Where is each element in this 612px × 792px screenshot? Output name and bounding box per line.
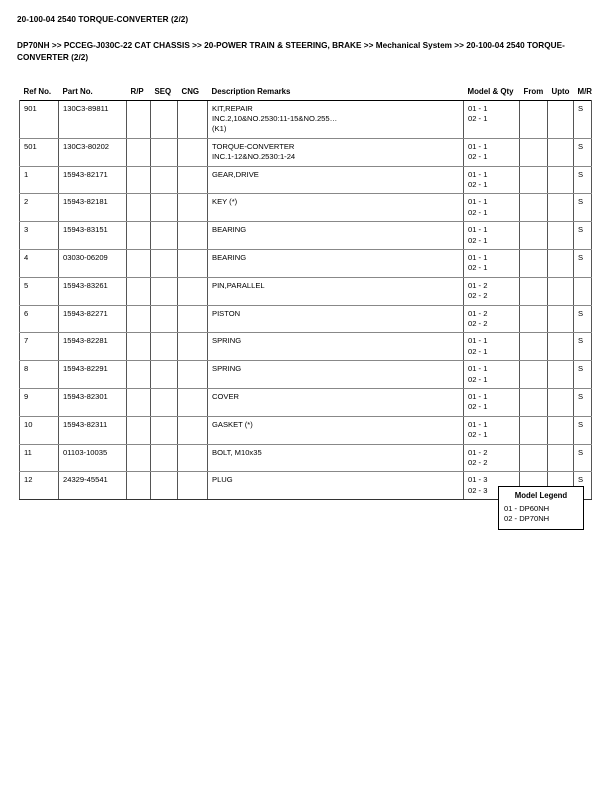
- cell-line: 02 - 1: [468, 113, 488, 123]
- parts-table-container: [19, 84, 591, 500]
- cell-cng: [178, 222, 208, 250]
- cell-ref-no: 4: [20, 249, 59, 277]
- column-header-from: From: [523, 86, 544, 96]
- cell-seq: [151, 361, 178, 389]
- cell-line: 01 - 1: [468, 336, 488, 346]
- cell-from: [520, 333, 548, 361]
- cell-cng: [178, 305, 208, 333]
- cell-line: 02 - 1: [468, 402, 488, 412]
- cell-model-qty: [464, 138, 520, 166]
- table-row: [20, 277, 592, 305]
- cell-upto: [548, 277, 574, 305]
- breadcrumb: DP70NH >> PCCEG-J030C-22 CAT CHASSIS >> 20-POWER TRAIN & STEERING, BRAKE >> Mechanical System >> 20-100-04 2540 TORQUE-CONVERTER (2/2): [17, 41, 565, 62]
- cell-ref-no: 2: [20, 194, 59, 222]
- cell-model-qty: [464, 444, 520, 472]
- cell-line: SPRING: [212, 336, 242, 346]
- cell-upto: [548, 444, 574, 472]
- cell-from: [520, 194, 548, 222]
- cell-upto: [548, 194, 574, 222]
- cell-line: BEARING: [212, 252, 247, 262]
- cell-description: [208, 333, 464, 361]
- cell-upto: [548, 361, 574, 389]
- cell-upto: [548, 222, 574, 250]
- cell-model-qty: [464, 222, 520, 250]
- cell-line: 01 - 1: [468, 419, 488, 429]
- cell-mr: S: [574, 249, 592, 277]
- cell-rp: [127, 416, 151, 444]
- cell-mr: S: [574, 194, 592, 222]
- cell-line: GEAR,DRIVE: [212, 169, 259, 179]
- cell-seq: [151, 277, 178, 305]
- cell-rp: [127, 444, 151, 472]
- cell-line: 02 - 1: [468, 152, 488, 162]
- cell-rp: [127, 100, 151, 138]
- cell-part-no: 15943-82171: [59, 166, 127, 194]
- cell-model-qty: [464, 333, 520, 361]
- cell-line: 01 - 2: [468, 280, 488, 290]
- cell-line: PISTON: [212, 308, 241, 318]
- cell-from: [520, 100, 548, 138]
- column-header-upto: Upto: [551, 86, 570, 96]
- cell-seq: [151, 249, 178, 277]
- cell-upto: [548, 100, 574, 138]
- cell-ref-no: 501: [20, 138, 59, 166]
- cell-line: GASKET (*): [212, 419, 253, 429]
- cell-seq: [151, 100, 178, 138]
- cell-from: [520, 361, 548, 389]
- cell-seq: [151, 333, 178, 361]
- cell-mr: S: [574, 166, 592, 194]
- cell-from: [520, 305, 548, 333]
- cell-line: PIN,PARALLEL: [212, 280, 265, 290]
- cell-upto: [548, 333, 574, 361]
- model-legend-entries: [504, 504, 578, 524]
- cell-mr: S: [574, 100, 592, 138]
- cell-description: [208, 305, 464, 333]
- cell-part-no: 15943-82271: [59, 305, 127, 333]
- cell-model-qty: [464, 166, 520, 194]
- cell-cng: [178, 138, 208, 166]
- cell-upto: [548, 389, 574, 417]
- cell-part-no: 15943-82281: [59, 333, 127, 361]
- cell-part-no: 130C3-80202: [59, 138, 127, 166]
- cell-line: 02 - 1: [468, 346, 488, 356]
- cell-description: [208, 277, 464, 305]
- cell-mr: S: [574, 222, 592, 250]
- cell-seq: [151, 222, 178, 250]
- table-row: [20, 222, 592, 250]
- cell-line: 01 - 1: [468, 392, 488, 402]
- cell-ref-no: 8: [20, 361, 59, 389]
- cell-description: [208, 166, 464, 194]
- cell-rp: [127, 222, 151, 250]
- cell-rp: [127, 249, 151, 277]
- cell-description: [208, 138, 464, 166]
- cell-mr: S: [574, 361, 592, 389]
- cell-model-qty: [464, 100, 520, 138]
- cell-cng: [178, 277, 208, 305]
- cell-cng: [178, 166, 208, 194]
- cell-description: [208, 222, 464, 250]
- cell-mr: S: [574, 333, 592, 361]
- cell-upto: [548, 138, 574, 166]
- cell-ref-no: 3: [20, 222, 59, 250]
- cell-line: INC.1-12&NO.2530:1-24: [212, 152, 296, 162]
- cell-from: [520, 166, 548, 194]
- cell-model-qty: [464, 194, 520, 222]
- cell-line: 01 - 1: [468, 169, 488, 179]
- cell-line: COVER: [212, 392, 240, 402]
- cell-line: 02 - 1: [468, 263, 488, 273]
- cell-line: 01 - 1: [468, 197, 488, 207]
- cell-model-qty: [464, 389, 520, 417]
- cell-line: KIT,REPAIR: [212, 103, 253, 113]
- cell-line: 02 - 1: [468, 430, 488, 440]
- parts-table: [19, 84, 592, 500]
- cell-line: 01 - 1: [468, 252, 488, 262]
- cell-line: KEY (*): [212, 197, 238, 207]
- column-header-seq: SEQ: [154, 86, 172, 96]
- cell-ref-no: 9: [20, 389, 59, 417]
- column-header-rp: R/P: [130, 86, 144, 96]
- table-row: [20, 138, 592, 166]
- cell-line: 01 - 1: [468, 364, 488, 374]
- cell-mr: S: [574, 389, 592, 417]
- cell-line: 01 - 3: [468, 475, 488, 485]
- cell-line: (K1): [212, 124, 227, 134]
- cell-line: 02 - 1: [468, 235, 488, 245]
- table-header-row: [20, 84, 592, 100]
- model-legend: [498, 486, 584, 530]
- cell-ref-no: 5: [20, 277, 59, 305]
- column-header-description: Description Remarks: [211, 86, 291, 96]
- cell-from: [520, 138, 548, 166]
- cell-part-no: 130C3-89811: [59, 100, 127, 138]
- cell-from: [520, 444, 548, 472]
- cell-line: 02 - 2: [468, 458, 488, 468]
- cell-description: [208, 249, 464, 277]
- cell-upto: [548, 305, 574, 333]
- cell-cng: [178, 194, 208, 222]
- cell-upto: [548, 166, 574, 194]
- cell-mr: S: [574, 305, 592, 333]
- cell-mr: S: [574, 472, 592, 500]
- table-row: [20, 305, 592, 333]
- cell-ref-no: 7: [20, 333, 59, 361]
- parts-table-body: [20, 100, 592, 500]
- table-row: [20, 333, 592, 361]
- cell-cng: [178, 416, 208, 444]
- table-row: [20, 100, 592, 138]
- cell-from: [520, 222, 548, 250]
- cell-cng: [178, 249, 208, 277]
- cell-line: BOLT, M10x35: [212, 447, 262, 457]
- cell-from: [520, 249, 548, 277]
- cell-model-qty: [464, 277, 520, 305]
- cell-model-qty: [464, 416, 520, 444]
- cell-mr: S: [574, 138, 592, 166]
- cell-seq: [151, 416, 178, 444]
- cell-model-qty: [464, 249, 520, 277]
- cell-line: 01 - 1: [468, 141, 488, 151]
- cell-description: [208, 472, 464, 500]
- model-legend-title: Model Legend: [514, 491, 568, 500]
- table-row: [20, 416, 592, 444]
- cell-ref-no: 10: [20, 416, 59, 444]
- table-row: [20, 389, 592, 417]
- cell-part-no: 15943-82291: [59, 361, 127, 389]
- cell-seq: [151, 166, 178, 194]
- table-row: [20, 361, 592, 389]
- cell-from: [520, 416, 548, 444]
- cell-description: [208, 416, 464, 444]
- cell-cng: [178, 100, 208, 138]
- table-row: [20, 166, 592, 194]
- cell-mr: S: [574, 416, 592, 444]
- cell-rp: [127, 138, 151, 166]
- cell-rp: [127, 194, 151, 222]
- cell-line: 02 - 2: [468, 319, 488, 328]
- cell-part-no: 01103-10035: [59, 444, 127, 472]
- cell-line: TORQUE-CONVERTER: [212, 141, 295, 151]
- model-legend-entry: 02 - DP70NH: [504, 514, 550, 524]
- cell-line: 01 - 1: [468, 225, 488, 235]
- cell-rp: [127, 389, 151, 417]
- cell-line: 01 - 1: [468, 103, 488, 113]
- cell-description: [208, 389, 464, 417]
- cell-rp: [127, 333, 151, 361]
- cell-ref-no: 12: [20, 472, 59, 500]
- table-row: [20, 249, 592, 277]
- cell-cng: [178, 361, 208, 389]
- cell-part-no: 15943-82311: [59, 416, 127, 444]
- cell-rp: [127, 361, 151, 389]
- column-header-part-no: Part No.: [62, 86, 93, 96]
- cell-seq: [151, 138, 178, 166]
- cell-ref-no: 901: [20, 100, 59, 138]
- cell-part-no: 15943-82301: [59, 389, 127, 417]
- cell-line: 02 - 3: [468, 485, 488, 495]
- cell-rp: [127, 277, 151, 305]
- cell-part-no: 15943-82181: [59, 194, 127, 222]
- cell-from: [520, 389, 548, 417]
- cell-part-no: 15943-83261: [59, 277, 127, 305]
- cell-part-no: 24329-45541: [59, 472, 127, 500]
- cell-mr: S: [574, 444, 592, 472]
- cell-cng: [178, 333, 208, 361]
- cell-upto: [548, 249, 574, 277]
- cell-seq: [151, 305, 178, 333]
- column-header-mr: M/R: [577, 86, 592, 96]
- cell-ref-no: 6: [20, 305, 59, 333]
- cell-part-no: 15943-83151: [59, 222, 127, 250]
- column-header-cng: CNG: [181, 86, 200, 96]
- cell-from: [520, 277, 548, 305]
- cell-model-qty: [464, 361, 520, 389]
- cell-line: BEARING: [212, 225, 247, 235]
- cell-model-qty: [464, 305, 520, 333]
- cell-seq: [151, 472, 178, 500]
- cell-part-no: 03030-06209: [59, 249, 127, 277]
- table-row: [20, 194, 592, 222]
- cell-seq: [151, 389, 178, 417]
- cell-line: 01 - 2: [468, 447, 488, 457]
- cell-description: [208, 100, 464, 138]
- page-title: 20-100-04 2540 TORQUE-CONVERTER (2/2): [17, 15, 189, 24]
- cell-line: 02 - 2: [468, 291, 488, 301]
- column-header-ref-no: Ref No.: [23, 86, 52, 96]
- cell-seq: [151, 194, 178, 222]
- cell-ref-no: 1: [20, 166, 59, 194]
- cell-cng: [178, 389, 208, 417]
- cell-line: PLUG: [212, 475, 233, 485]
- cell-line: SPRING: [212, 364, 242, 374]
- column-header-model-qty: Model & Qty: [467, 86, 514, 96]
- cell-ref-no: 11: [20, 444, 59, 472]
- cell-line: 02 - 1: [468, 179, 488, 189]
- cell-line: INC.2,10&NO.2530:11-15&NO.255…: [212, 113, 338, 123]
- cell-mr: [574, 277, 592, 305]
- cell-cng: [178, 444, 208, 472]
- cell-line: 02 - 1: [468, 374, 488, 384]
- cell-description: [208, 444, 464, 472]
- cell-description: [208, 361, 464, 389]
- cell-rp: [127, 305, 151, 333]
- table-row: [20, 444, 592, 472]
- cell-cng: [178, 472, 208, 500]
- cell-description: [208, 194, 464, 222]
- cell-line: 01 - 2: [468, 308, 488, 318]
- cell-rp: [127, 472, 151, 500]
- cell-rp: [127, 166, 151, 194]
- cell-upto: [548, 416, 574, 444]
- cell-seq: [151, 444, 178, 472]
- parts-table-header: [20, 84, 592, 100]
- cell-line: 02 - 1: [468, 207, 488, 217]
- model-legend-entry: 01 - DP60NH: [504, 504, 550, 513]
